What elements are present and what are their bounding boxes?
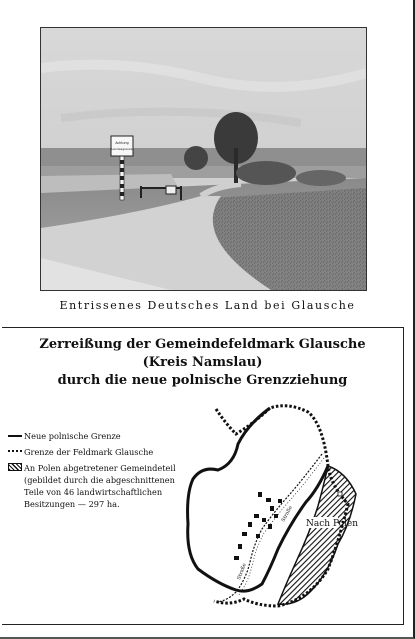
dotted-line-icon xyxy=(8,446,24,456)
sign-line-2: Landesgrenze xyxy=(111,147,133,151)
map-legend xyxy=(8,430,178,514)
legend-label: Grenze der Feldmark Glausche xyxy=(24,447,154,457)
map-label-road-upper: Straße xyxy=(280,505,294,523)
legend-item-field-border xyxy=(8,446,178,458)
solid-line-icon xyxy=(8,430,24,440)
legend-label: An Polen abgetretener Gemeindeteil (gebildet durch die abgeschnittenen Teile von 46 landwirtschaftlichen Besitzungen — 297 ha. xyxy=(24,463,176,509)
photo-caption: Entrissenes Deutsches Land bei Glausche xyxy=(59,299,356,312)
legend-item-new-border xyxy=(8,430,178,442)
map-title-line-2: (Kreis Namslau) xyxy=(142,355,263,370)
map-panel xyxy=(2,327,404,625)
map-title-line-1: Zerreißung der Gemeindefeldmark Glausche xyxy=(39,337,366,352)
legend-label: Neue polnische Grenze xyxy=(24,431,121,441)
landscape-photo xyxy=(40,27,367,291)
landscape-photo-image xyxy=(41,28,366,290)
map-title xyxy=(2,336,403,390)
map-title-line-3: durch die neue polnische Grenzziehung xyxy=(57,373,348,388)
sign-line-1: Achtung xyxy=(115,141,129,145)
border-map xyxy=(178,394,400,616)
map-label-road-lower: Straße xyxy=(236,562,248,581)
map-label-poland: Nach Polen xyxy=(306,519,359,529)
legend-item-ceded-area xyxy=(8,462,178,510)
hatched-area-icon xyxy=(8,462,24,472)
